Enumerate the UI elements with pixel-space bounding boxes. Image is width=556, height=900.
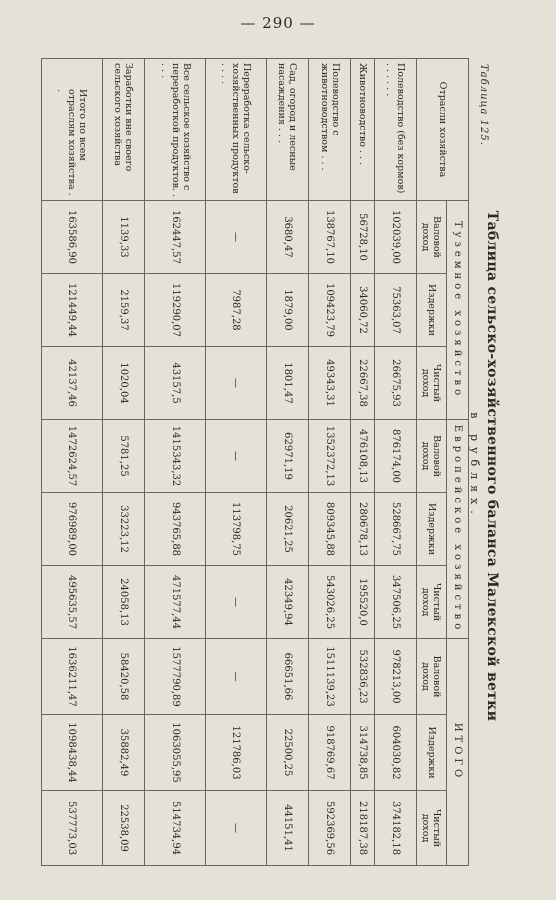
table-title: Таблица сельско-хозяйственного баланса Малекской ветки bbox=[484, 210, 500, 722]
table-cell: 476108,13 bbox=[351, 420, 375, 493]
table-cell: 218187,38 bbox=[351, 791, 375, 866]
table-row bbox=[266, 59, 308, 866]
table-cell: 1139,33 bbox=[102, 201, 144, 274]
table-cell: 976989,00 bbox=[42, 493, 103, 566]
table-cell: 374182,18 bbox=[374, 791, 416, 866]
table-cell: — bbox=[205, 201, 266, 274]
row-label: Все сельское хозяйство с переработкой продуктов. . . . . bbox=[145, 59, 206, 201]
table-cell: 809345,88 bbox=[308, 493, 350, 566]
table-cell: 978213,00 bbox=[374, 639, 416, 715]
table-cell: 532836,23 bbox=[351, 639, 375, 715]
table-cell: — bbox=[205, 791, 266, 866]
table-cell: 138767,10 bbox=[308, 201, 350, 274]
table-cell: 24058,13 bbox=[102, 566, 144, 639]
table-cell: 22538,09 bbox=[102, 791, 144, 866]
table-cell: 347506,25 bbox=[374, 566, 416, 639]
table-cell: 1879,00 bbox=[266, 274, 308, 347]
table-area bbox=[36, 56, 505, 867]
table-cell: 195520,0 bbox=[351, 566, 375, 639]
table-cell: 35882,49 bbox=[102, 715, 144, 791]
table-cell: 121786,03 bbox=[205, 715, 266, 791]
table-cell: 1352372,13 bbox=[308, 420, 350, 493]
header-gross: Валовой доход bbox=[417, 420, 447, 493]
table-cell: 528667,75 bbox=[374, 493, 416, 566]
header-net: Чистый доход bbox=[417, 791, 447, 866]
header-group-european: Европейское хозяйство bbox=[447, 420, 469, 639]
table-cell: 109423,79 bbox=[308, 274, 350, 347]
table-cell: — bbox=[205, 639, 266, 715]
table-cell: 62971,19 bbox=[266, 420, 308, 493]
header-gross: Валовой доход bbox=[417, 639, 447, 715]
table-cell: 113798,75 bbox=[205, 493, 266, 566]
table-cell: 1415343,32 bbox=[145, 420, 206, 493]
table-cell: — bbox=[205, 347, 266, 420]
table-cell: 1511139,23 bbox=[308, 639, 350, 715]
row-label: Животноводство . . . bbox=[351, 59, 375, 201]
table-cell: 314738,85 bbox=[351, 715, 375, 791]
table-row bbox=[42, 59, 103, 866]
table-cell: 2159,37 bbox=[102, 274, 144, 347]
table-cell: 3680,47 bbox=[266, 201, 308, 274]
table-row bbox=[308, 59, 350, 866]
header-group-total: ИТОГО bbox=[447, 639, 469, 866]
table-cell: 44151,41 bbox=[266, 791, 308, 866]
table-cell: 119290,07 bbox=[145, 274, 206, 347]
page-number: — 290 — bbox=[240, 14, 316, 32]
table-cell: 876174,00 bbox=[374, 420, 416, 493]
rotated-page bbox=[36, 56, 505, 867]
table-cell: 604030,82 bbox=[374, 715, 416, 791]
table-cell: 7987,28 bbox=[205, 274, 266, 347]
row-label: Заработки вне своего сельского хозяйства bbox=[102, 59, 144, 201]
header-group-native: Туземное хозяйство bbox=[447, 201, 469, 420]
table-cell: 22500,25 bbox=[266, 715, 308, 791]
table-cell: 102039,00 bbox=[374, 201, 416, 274]
table-cell: 1020,04 bbox=[102, 347, 144, 420]
table-cell: 1098438,44 bbox=[42, 715, 103, 791]
table-cell: 592369,56 bbox=[308, 791, 350, 866]
table-cell: 1577790,89 bbox=[145, 639, 206, 715]
table-cell: 22667,38 bbox=[351, 347, 375, 420]
header-costs: Издержки bbox=[417, 274, 447, 347]
header-costs: Издержки bbox=[417, 493, 447, 566]
header-branch: Отрасли хозяйства bbox=[417, 59, 469, 201]
row-label: Сад, огород и лесные насаждения . . . bbox=[266, 59, 308, 201]
table-cell: 75363,07 bbox=[374, 274, 416, 347]
table-cell: 495635,57 bbox=[42, 566, 103, 639]
header-gross: Валовой доход bbox=[417, 201, 447, 274]
table-cell: 121449,44 bbox=[42, 274, 103, 347]
row-label: Переработка сельско-хозяйственных продуктов . . . . bbox=[205, 59, 266, 201]
row-label: Итого по всем отраслям хозяйства . . bbox=[42, 59, 103, 201]
table-row bbox=[374, 59, 416, 866]
table-cell: 1801,47 bbox=[266, 347, 308, 420]
table-subtitle: в рублях. bbox=[468, 412, 481, 520]
table-cell: — bbox=[205, 420, 266, 493]
table-cell: 471577,44 bbox=[145, 566, 206, 639]
header-costs: Издержки bbox=[417, 715, 447, 791]
table-cell: 43157,5 bbox=[145, 347, 206, 420]
balance-table bbox=[41, 58, 469, 866]
table-cell: 280678,13 bbox=[351, 493, 375, 566]
table-cell: 34060,72 bbox=[351, 274, 375, 347]
table-label: Таблица 125. bbox=[478, 64, 489, 146]
table-cell: 1472624,57 bbox=[42, 420, 103, 493]
table-cell: 1636211,47 bbox=[42, 639, 103, 715]
table-cell: 26675,93 bbox=[374, 347, 416, 420]
table-cell: 49343,31 bbox=[308, 347, 350, 420]
table-row bbox=[102, 59, 144, 866]
table-cell: 66651,66 bbox=[266, 639, 308, 715]
table-cell: 943765,88 bbox=[145, 493, 206, 566]
table-cell: 20621,25 bbox=[266, 493, 308, 566]
table-cell: 42137,46 bbox=[42, 347, 103, 420]
table-cell: — bbox=[205, 566, 266, 639]
table-cell: 162447,57 bbox=[145, 201, 206, 274]
table-cell: 56728,10 bbox=[351, 201, 375, 274]
row-label: Полеводство (без кормов) . . . . . . bbox=[374, 59, 416, 201]
table-row bbox=[205, 59, 266, 866]
table-cell: 918769,67 bbox=[308, 715, 350, 791]
table-cell: 33223,12 bbox=[102, 493, 144, 566]
table-cell: 58420,58 bbox=[102, 639, 144, 715]
table-cell: 42349,94 bbox=[266, 566, 308, 639]
table-cell: 1063055,95 bbox=[145, 715, 206, 791]
table-row bbox=[145, 59, 206, 866]
table-cell: 5781,25 bbox=[102, 420, 144, 493]
table-row bbox=[351, 59, 375, 866]
table-cell: 543026,25 bbox=[308, 566, 350, 639]
table-cell: 514734,94 bbox=[145, 791, 206, 866]
table-cell: 163586,90 bbox=[42, 201, 103, 274]
header-net: Чистый доход bbox=[417, 566, 447, 639]
row-label: Полеводство с животноводством . . . bbox=[308, 59, 350, 201]
header-net: Чистый доход bbox=[417, 347, 447, 420]
table-cell: 537773,03 bbox=[42, 791, 103, 866]
